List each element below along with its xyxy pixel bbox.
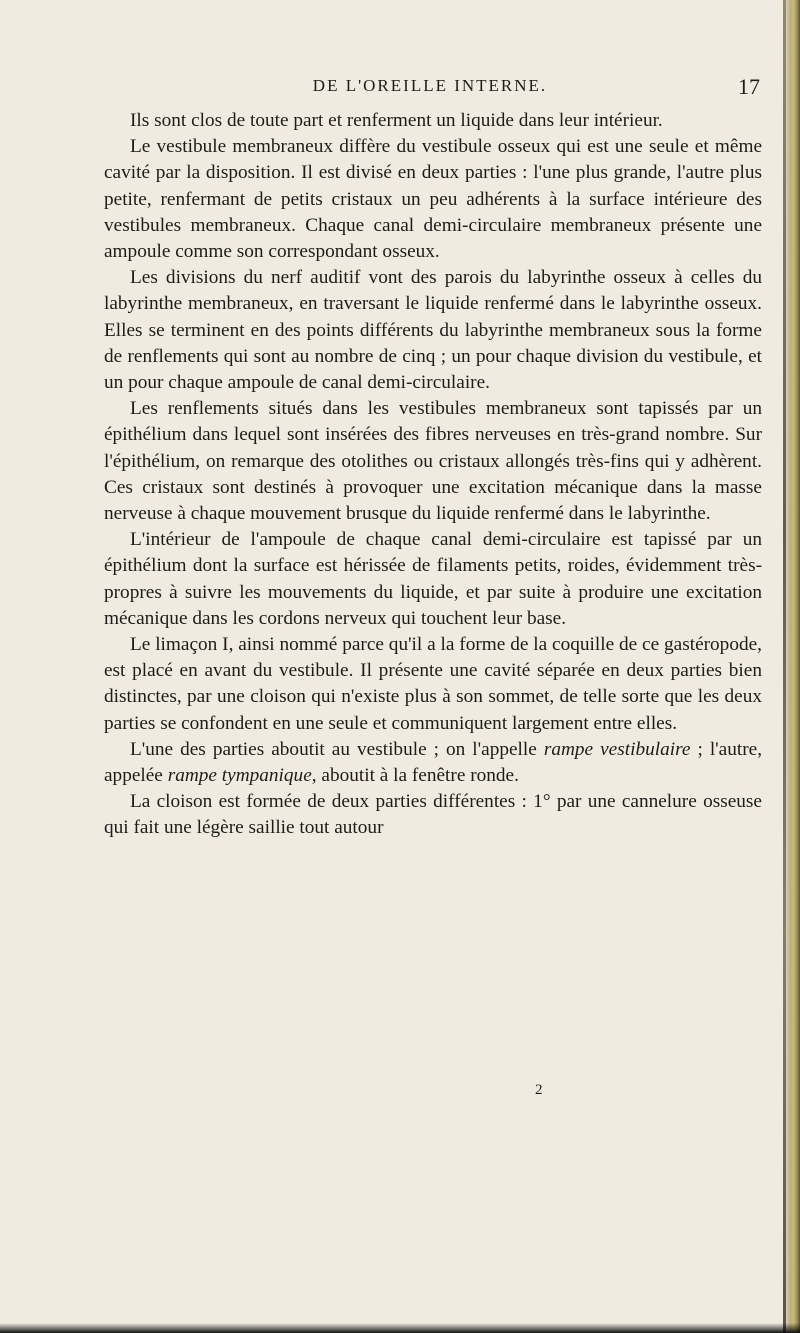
signature-mark: 2 xyxy=(535,1082,543,1098)
paragraph xyxy=(104,789,762,841)
body-text xyxy=(104,108,762,842)
text-run: Les divisions du nerf auditif vont des parois du labyrinthe osseux à celles du labyrinthe membraneux, en traversant le liquide renfermé dans le labyrinthe osseux. Elles se terminent en des points différents du labyrinthe membraneux sous la forme de renflements qui sont au nombre de cinq ; un pour chaque division du vestibule, et un pour chaque ampoule de canal demi-circulaire. xyxy=(104,267,762,394)
text-run: L'une des parties aboutit au vestibule ; on l'appelle xyxy=(130,738,544,760)
text-run: Ils sont clos de toute part et renferment un liquide dans leur intérieur. xyxy=(130,110,663,131)
bottom-edge-shadow xyxy=(0,1323,800,1333)
paragraph xyxy=(104,134,762,265)
text-run: La cloison est formée de deux parties différentes : 1° par une cannelure osseuse qui fait une légère saillie tout autour xyxy=(104,791,762,839)
paragraph xyxy=(104,396,762,527)
page-number: 17 xyxy=(738,74,760,99)
text-run: ; l'autre, appelée xyxy=(104,738,763,787)
text-run: Le vestibule membraneux diffère du vestibule osseux qui est une seule et même cavité par la disposition. Il est divisé en deux parties : l'une plus grande, l'autre plus petite, renfermant de petits cristaux un peu adhérents à la surface intérieure des vestibules membraneux. Chaque canal demi-circulaire membraneux présente une ampoule comme son correspondant osseux. xyxy=(104,136,762,263)
italic-term: rampe vestibulaire xyxy=(543,738,691,760)
page-header xyxy=(100,76,760,104)
text-run: L'intérieur de l'ampoule de chaque canal demi-circulaire est tapissé par un épithélium dont la surface est hérissée de filaments petits, roides, évidemment très-propres à suivre les mouvements du liquide, et par suite à produire une excitation mécanique dans les cordons nerveux qui touchent leur base. xyxy=(104,529,762,629)
paragraph xyxy=(104,632,762,737)
paragraph xyxy=(104,108,762,134)
running-head: DE L'OREILLE INTERNE. xyxy=(312,76,548,95)
paragraph xyxy=(104,737,762,789)
paragraph xyxy=(104,527,762,632)
paragraph xyxy=(104,265,762,396)
text-run: Le limaçon I, ainsi nommé parce qu'il a la forme de la coquille de ce gastéropode, est placé en avant du vestibule. Il présente une cavité séparée en deux parties bien distinctes, par une cloison qui n'existe plus à son sommet, de telle sorte que les deux parties se confondent en une seule et communiquent largement entre elles. xyxy=(104,634,762,734)
text-run: Les renflements situés dans les vestibules membraneux sont tapissés par un épithélium dans lequel sont insérées des fibres nerveuses en très-grand nombre. Sur l'épithélium, on remarque des otolithes ou cristaux allongés très-fins qui y adhèrent. Ces cristaux sont destinés à provoquer une excitation mécanique dans la masse nerveuse à chaque mouvement brusque du liquide renfermé dans le labyrinthe. xyxy=(104,398,762,525)
italic-term: rampe tympanique xyxy=(167,765,312,787)
text-run: , aboutit à la fenêtre ronde. xyxy=(311,765,519,787)
book-spine xyxy=(786,0,800,1333)
